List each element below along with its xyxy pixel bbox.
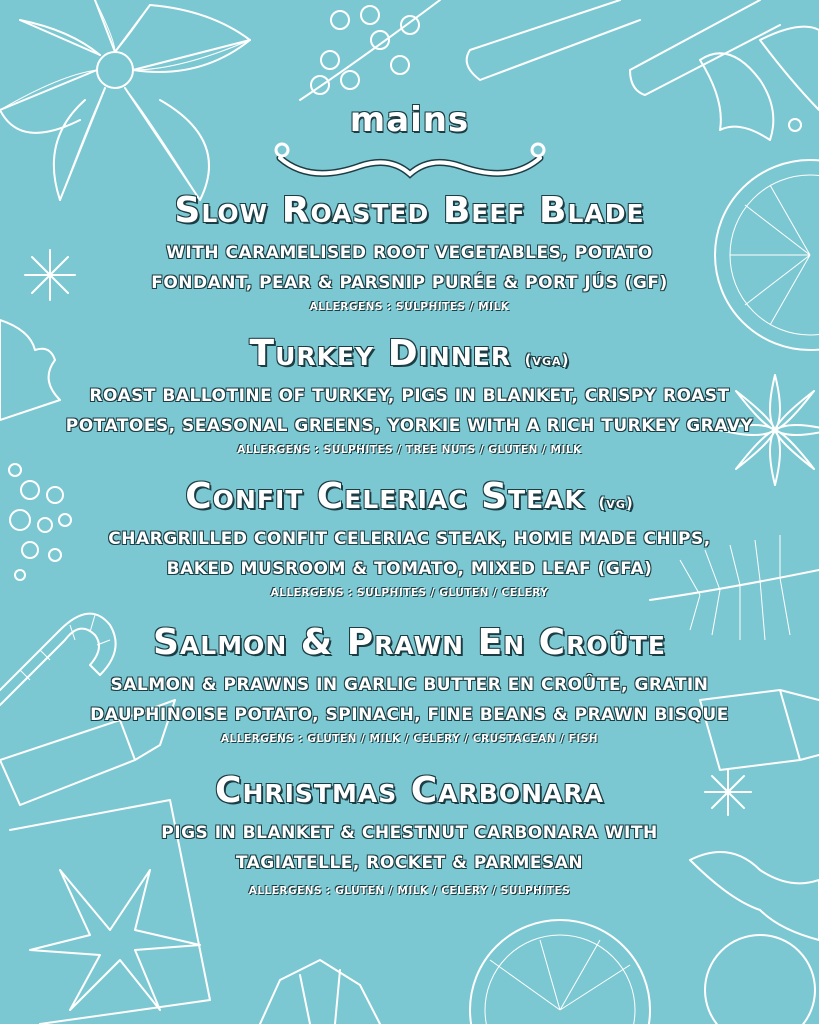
dish-description: ROAST BALLOTINE OF TURKEY, PIGS IN BLANKET, CRISPY ROAST xyxy=(89,386,730,406)
dish-allergens: ALLERGENS : SULPHITES / GLUTEN / CELERY xyxy=(270,587,549,599)
menu-item xyxy=(60,622,759,748)
dish-title: Slow Roasted Beef Blade xyxy=(174,190,645,231)
dish-description: PIGS IN BLANKET & CHESTNUT CARBONARA WITH xyxy=(161,823,658,843)
dish-title: Turkey Dinner (vga) xyxy=(249,333,570,374)
dish-description: BAKED MUSROOM & TOMATO, MIXED LEAF (GFA) xyxy=(166,559,653,579)
menu-item xyxy=(60,770,759,900)
dish-title: Confit Celeriac Steak (vg) xyxy=(185,476,634,517)
dish-description: WITH CARAMELISED ROOT VEGETABLES, POTATO xyxy=(166,243,653,263)
dish-description: SALMON & PRAWNS IN GARLIC BUTTER EN CROÛTE, GRATIN xyxy=(110,675,709,695)
dish-title: Salmon & Prawn En Croûte xyxy=(152,622,666,663)
dish-allergens: ALLERGENS : SULPHITES / MILK xyxy=(309,301,510,313)
dish-description: CHARGRILLED CONFIT CELERIAC STEAK, HOME MADE CHIPS, xyxy=(108,529,711,549)
dish-description: DAUPHINOISE POTATO, SPINACH, FINE BEANS & PRAWN BISQUE xyxy=(90,705,729,725)
dish-title: Christmas Carbonara xyxy=(215,770,604,811)
menu-item xyxy=(60,190,759,316)
flourish-divider-icon xyxy=(270,136,550,186)
dish-allergens: ALLERGENS : GLUTEN / MILK / CELERY / SULPHITES xyxy=(248,885,571,897)
dish-description: POTATOES, SEASONAL GREENS, YORKIE WITH A RICH TURKEY GRAVY xyxy=(65,416,754,436)
dish-allergens: ALLERGENS : SULPHITES / TREE NUTS / GLUTEN / MILK xyxy=(237,444,582,456)
dish-description: FONDANT, PEAR & PARSNIP PURÉE & PORT JÚS (GF) xyxy=(151,273,668,293)
menu-section-heading: mains xyxy=(349,100,470,140)
dish-allergens: ALLERGENS : GLUTEN / MILK / CELERY / CRUSTACEAN / FISH xyxy=(220,733,599,745)
menu-item xyxy=(60,333,759,459)
menu-item xyxy=(60,476,759,602)
dish-description: TAGIATELLE, ROCKET & PARMESAN xyxy=(235,853,584,873)
